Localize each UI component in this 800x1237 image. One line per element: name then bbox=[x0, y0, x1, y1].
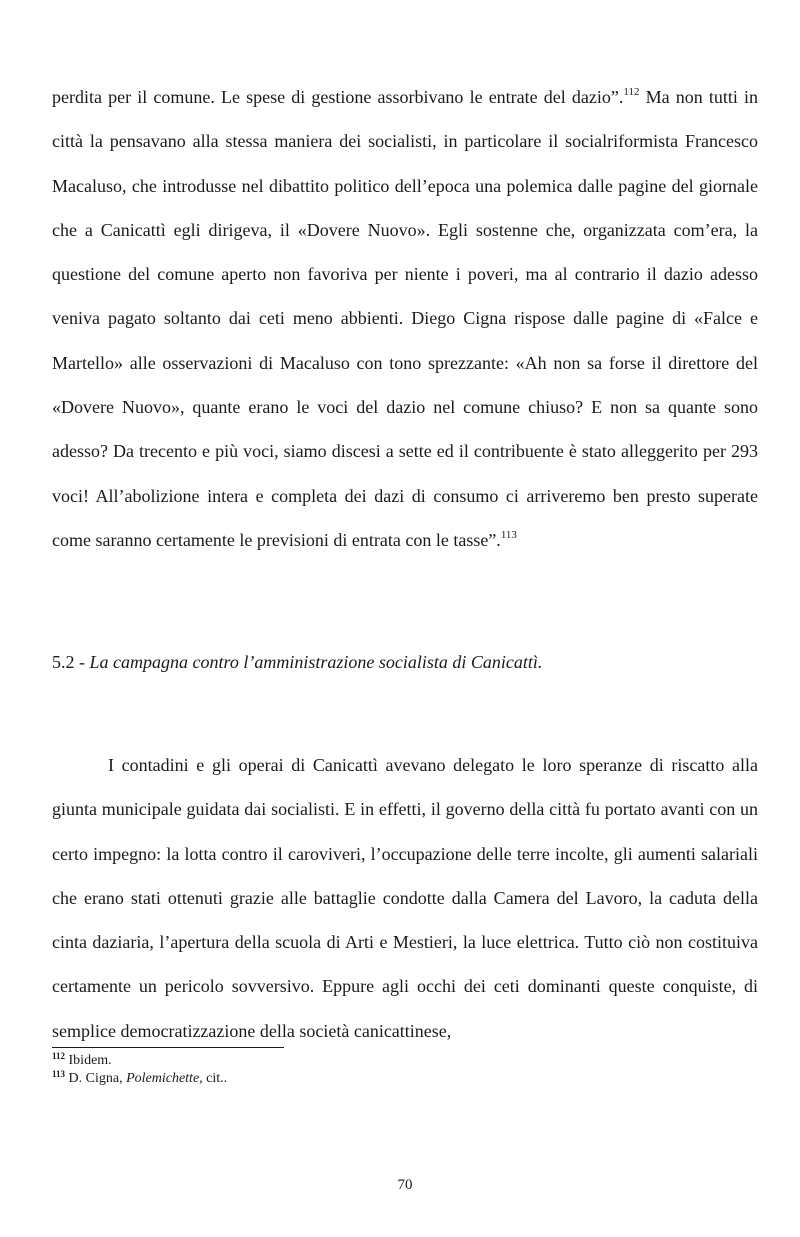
section-number: 5.2 - bbox=[52, 652, 90, 672]
paragraph-text: Ma non tutti in città la pensavano alla stessa maniera dei socialisti, in particolare il socialriformista Francesco Macaluso, che introdusse nel dibattito politico dell’epoca una polemica dalle pagine del giornale che a Canicattì egli dirigeva, il «Dovere Nuovo». Egli sostenne che, organizzata com’era, la questione del comune aperto non favoriva per niente i poveri, ma al contrario il dazio adesso veniva pagato soltanto dai ceti meno abbienti. Diego Cigna rispose dalle pagine di «Falce e Martello» alle osservazioni di Macaluso con tono sprezzante: «Ah non sa forse il direttore del «Dovere Nuovo», quante erano le voci del dazio nel comune chiuso? E non sa quante sono adesso? Da trecento e più voci, siamo discesi a sette ed il contribuente è stato alleggerito per 293 voci! All’abolizione intera e completa dei dazi di consumo ci arriveremo ben presto superate come saranno certamente le previsioni di entrata con le tasse”. bbox=[52, 87, 759, 550]
footnote-divider bbox=[52, 1047, 284, 1048]
footnote-title: Polemichette bbox=[126, 1071, 200, 1086]
footnote-text: D. Cigna, bbox=[65, 1071, 127, 1086]
footnote-reference[interactable]: 112 bbox=[623, 86, 640, 98]
footnotes bbox=[52, 1052, 227, 1088]
paragraph-text: I contadini e gli operai di Canicattì avevano delegato le loro speranze di riscatto alla giunta municipale guidata dai socialisti. E in effetti, il governo della città fu portato avanti con un certo impegno: la lotta contro il caroviveri, l’occupazione delle terre incolte, gli aumenti salariali che erano stati ottenuti grazie alle battaglie condotte dalla Camera del Lavoro, la caduta della cinta daziaria, l’apertura della scuola di Arti e Mestieri, la luce elettrica. Tutto ciò non costituiva certamente un pericolo sovversivo. Eppure agli occhi dei ceti dominanti queste conquiste, di semplice democratizzazione della società canicattinese, bbox=[52, 755, 758, 1041]
footnote-text: Ibidem. bbox=[65, 1053, 112, 1068]
section-title: La campagna contro l’amministrazione socialista di Canicattì. bbox=[89, 652, 543, 672]
footnote-number: 112 bbox=[52, 1051, 66, 1061]
footnote-text-after: , cit.. bbox=[199, 1071, 228, 1086]
footnote-number: 113 bbox=[52, 1069, 66, 1079]
body-paragraph bbox=[52, 75, 758, 562]
paragraph-text: perdita per il comune. Le spese di gestione assorbivano le entrate del dazio”. bbox=[52, 87, 624, 107]
section-heading bbox=[52, 652, 542, 673]
page-number: 70 bbox=[397, 1177, 413, 1193]
footnote bbox=[52, 1070, 227, 1088]
footnote-reference[interactable]: 113 bbox=[500, 528, 517, 541]
body-paragraph bbox=[52, 743, 758, 1053]
footnote bbox=[52, 1052, 227, 1070]
